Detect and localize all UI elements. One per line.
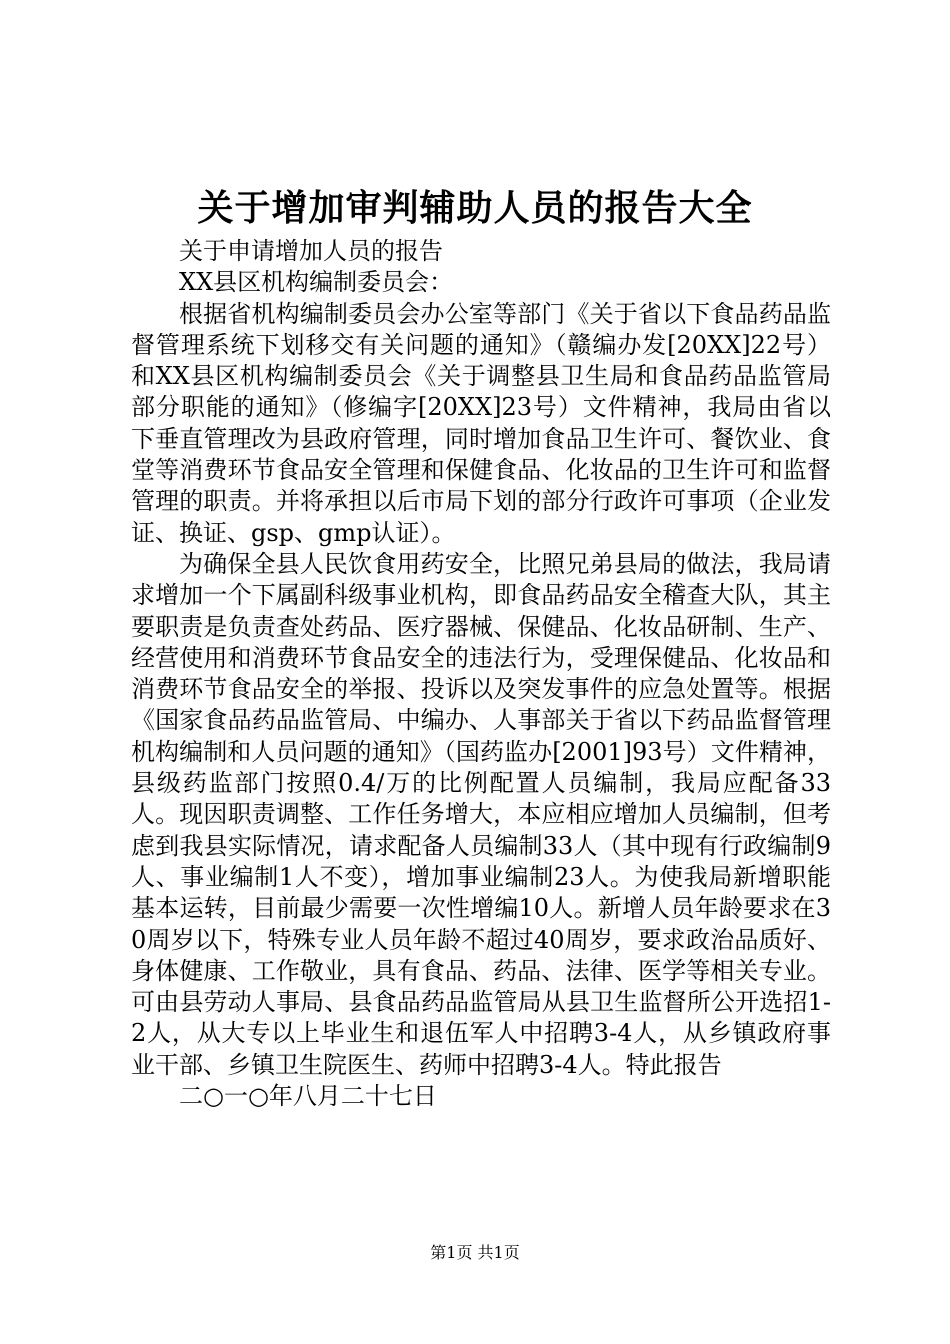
page-footer: 第1页 共1页 (430, 1243, 520, 1262)
document-body (131, 236, 831, 1112)
recipient-line: XX县区机构编制委员会： (179, 268, 454, 297)
body-paragraph: 为确保全县人民饮食用药安全，比照兄弟县局的做法，我局请求增加一个下属副科级事业机构，即食品药品安全稽查大队，其主要职责是负责查处药品、医疗器械、保健品、化妆品研制、生产、经营使用和消费环节食品安全的违法行为，受理保健品、化妆品和消费环节食品安全的举报、投诉以及突发事件的应急处置等。根据《国家食品药品监管局、中编办、人事部关于省以下药品监督管理机构编制和人员问题的通知》（国药监办[2001]93号）文件精神，县级药监部门按照0.4/万的比例配置人员编制，我局应配备33人。现因职责调整、工作任务增大，本应相应增加人员编制，但考虑到我县实际情况，请求配备人员编制33人（其中现有行政编制9人、事业编制1人不变），增加事业编制23人。为使我局新增职能基本运转，目前最少需要一次性增编10人。新增人员年龄要求在30周岁以下，特殊专业人员年龄不超过40周岁，要求政治品质好、身体健康、工作敬业，具有食品、药品、法律、医学等相关专业。可由县劳动人事局、县食品药品监管局从县卫生监督所公开选招1-2人，从大专以上毕业生和退伍军人中招聘3-4人，从乡镇政府事业干部、乡镇卫生院医生、药师中招聘3-4人。特此报告 (131, 549, 831, 1079)
body-paragraph: 根据省机构编制委员会办公室等部门《关于省以下食品药品监督管理系统下划移交有关问题的通知》（赣编办发[20XX]22号）和XX县区机构编制委员会《关于调整县卫生局和食品药品监管局部分职能的通知》（修编字[20XX]23号）文件精神，我局由省以下垂直管理改为县政府管理，同时增加食品卫生许可、餐饮业、食堂等消费环节食品安全管理和保健食品、化妆品的卫生许可和监督管理的职责。并将承担以后市局下划的部分行政许可事项（企业发证、换证、gsp、gmp认证）。 (131, 299, 831, 547)
document-title: 关于增加审判辅助人员的报告大全 (197, 187, 753, 229)
report-subject: 关于申请增加人员的报告 (179, 237, 443, 265)
date-line: 二○一○年八月二十七日 (179, 1082, 437, 1111)
